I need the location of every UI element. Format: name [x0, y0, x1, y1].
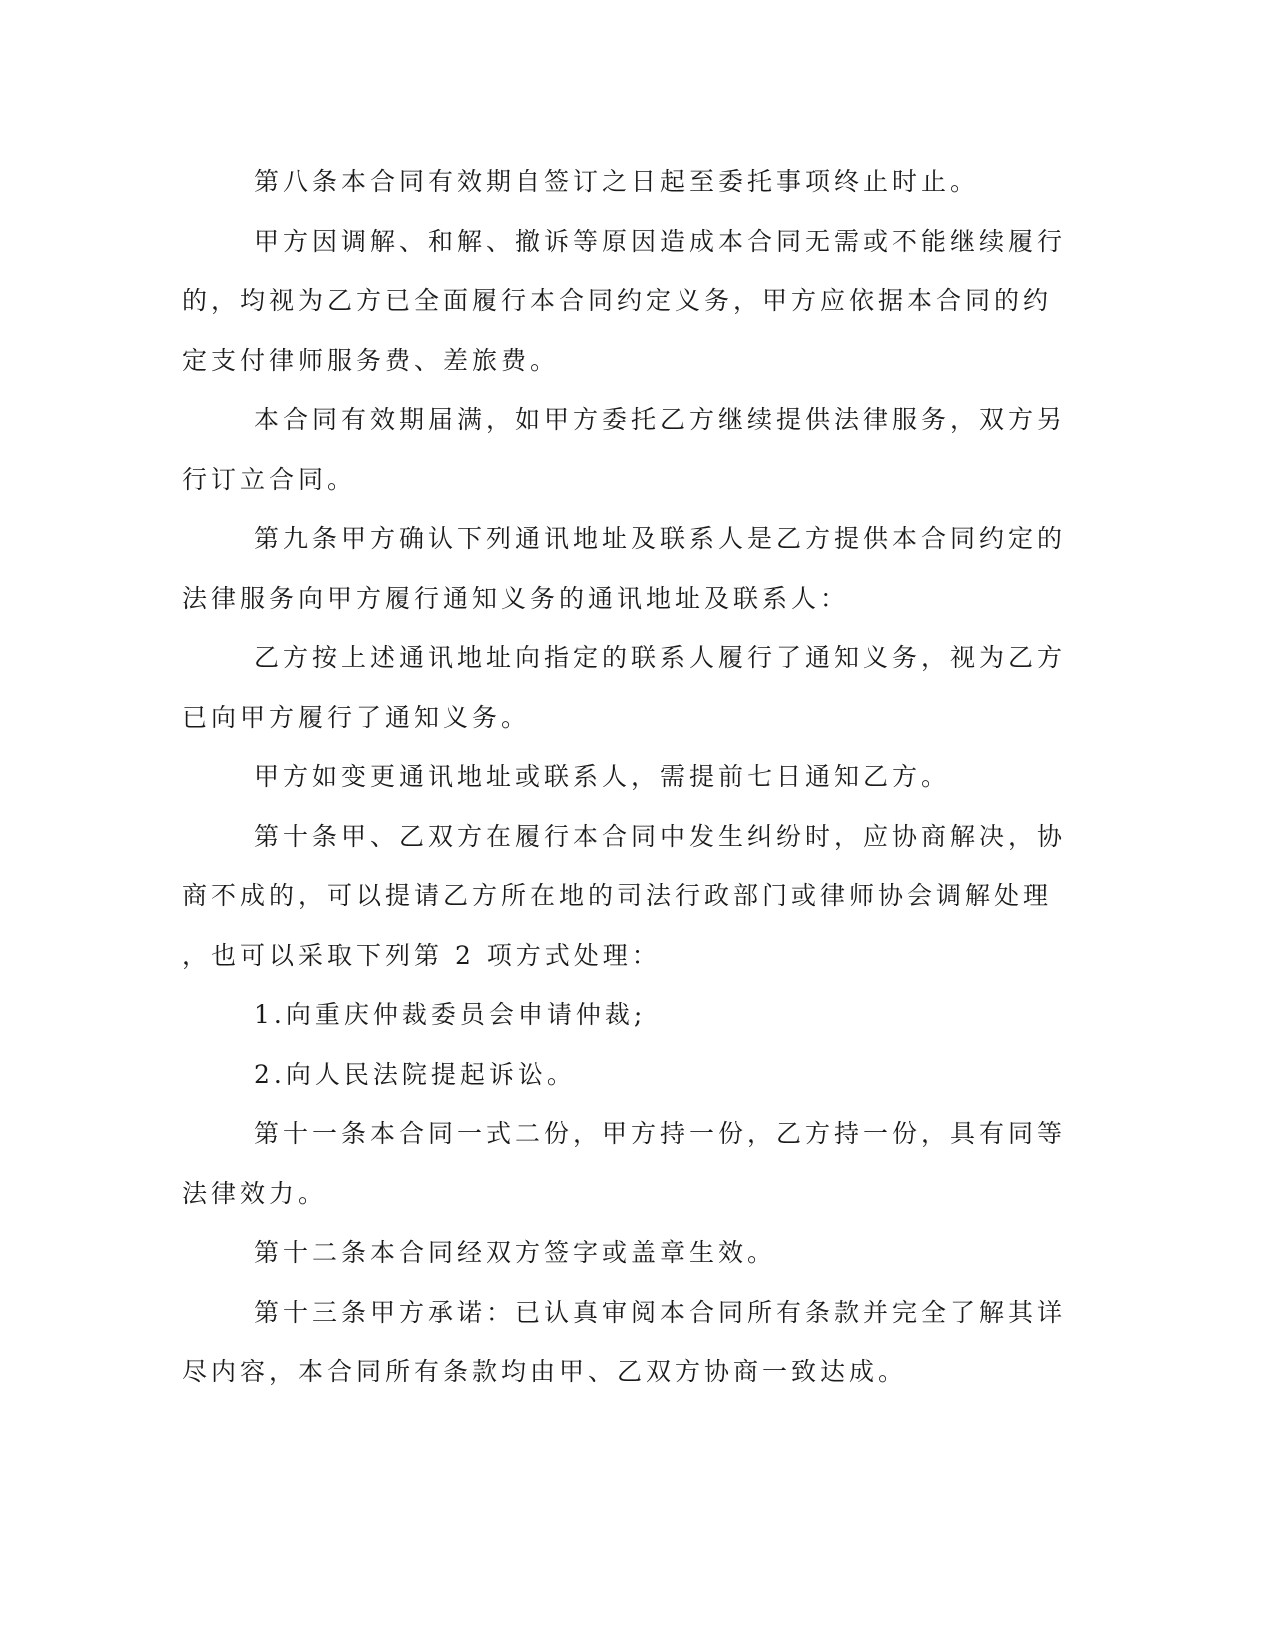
article-10-line-3: ，也可以采取下列第 2 项方式处理： [182, 940, 661, 970]
article-8-para-2-line-1: 甲方因调解、和解、撤诉等原因造成本合同无需或不能继续履行 [254, 226, 1067, 256]
article-10-option-1: 1.向重庆仲裁委员会申请仲裁; [254, 1000, 647, 1029]
article-13-line-1: 第十三条甲方承诺：已认真审阅本合同所有条款并完全了解其详 [254, 1297, 1067, 1327]
article-10-option-2: 2.向人民法院提起诉讼。 [254, 1059, 576, 1089]
article-9-para-2-line-2: 已向甲方履行了通知义务。 [182, 702, 531, 732]
article-9-line-2: 法律服务向甲方履行通知义务的通讯地址及联系人： [182, 583, 850, 613]
article-11-line-2: 法律效力。 [182, 1178, 328, 1208]
article-12-line-1: 第十二条本合同经双方签字或盖章生效。 [254, 1238, 777, 1267]
document-body [182, 152, 1067, 1402]
article-8-para-3-line-1: 本合同有效期届满，如甲方委托乙方继续提供法律服务，双方另 [254, 405, 1067, 434]
article-8-para-2-line-2: 的，均视为乙方已全面履行本合同约定义务，甲方应依据本合同的约 [182, 286, 1053, 315]
article-9-para-3-line-1: 甲方如变更通讯地址或联系人，需提前七日通知乙方。 [254, 762, 951, 791]
article-10-line-1: 第十条甲、乙双方在履行本合同中发生纠纷时，应协商解决，协 [254, 821, 1067, 851]
article-8-para-3-line-2: 行订立合同。 [182, 464, 357, 494]
article-13-line-2: 尽内容，本合同所有条款均由甲、乙双方协商一致达成。 [182, 1357, 908, 1386]
article-8-line-1: 第八条本合同有效期自签订之日起至委托事项终止时止。 [254, 167, 980, 196]
article-11-line-1: 第十一条本合同一式二份，甲方持一份，乙方持一份，具有同等 [254, 1119, 1067, 1148]
article-8-para-2-line-3: 定支付律师服务费、差旅费。 [182, 345, 560, 375]
article-10-line-2: 商不成的，可以提请乙方所在地的司法行政部门或律师协会调解处理 [182, 881, 1053, 910]
article-9-line-1: 第九条甲方确认下列通讯地址及联系人是乙方提供本合同约定的 [254, 524, 1067, 553]
article-9-para-2-line-1: 乙方按上述通讯地址向指定的联系人履行了通知义务，视为乙方 [254, 643, 1067, 672]
